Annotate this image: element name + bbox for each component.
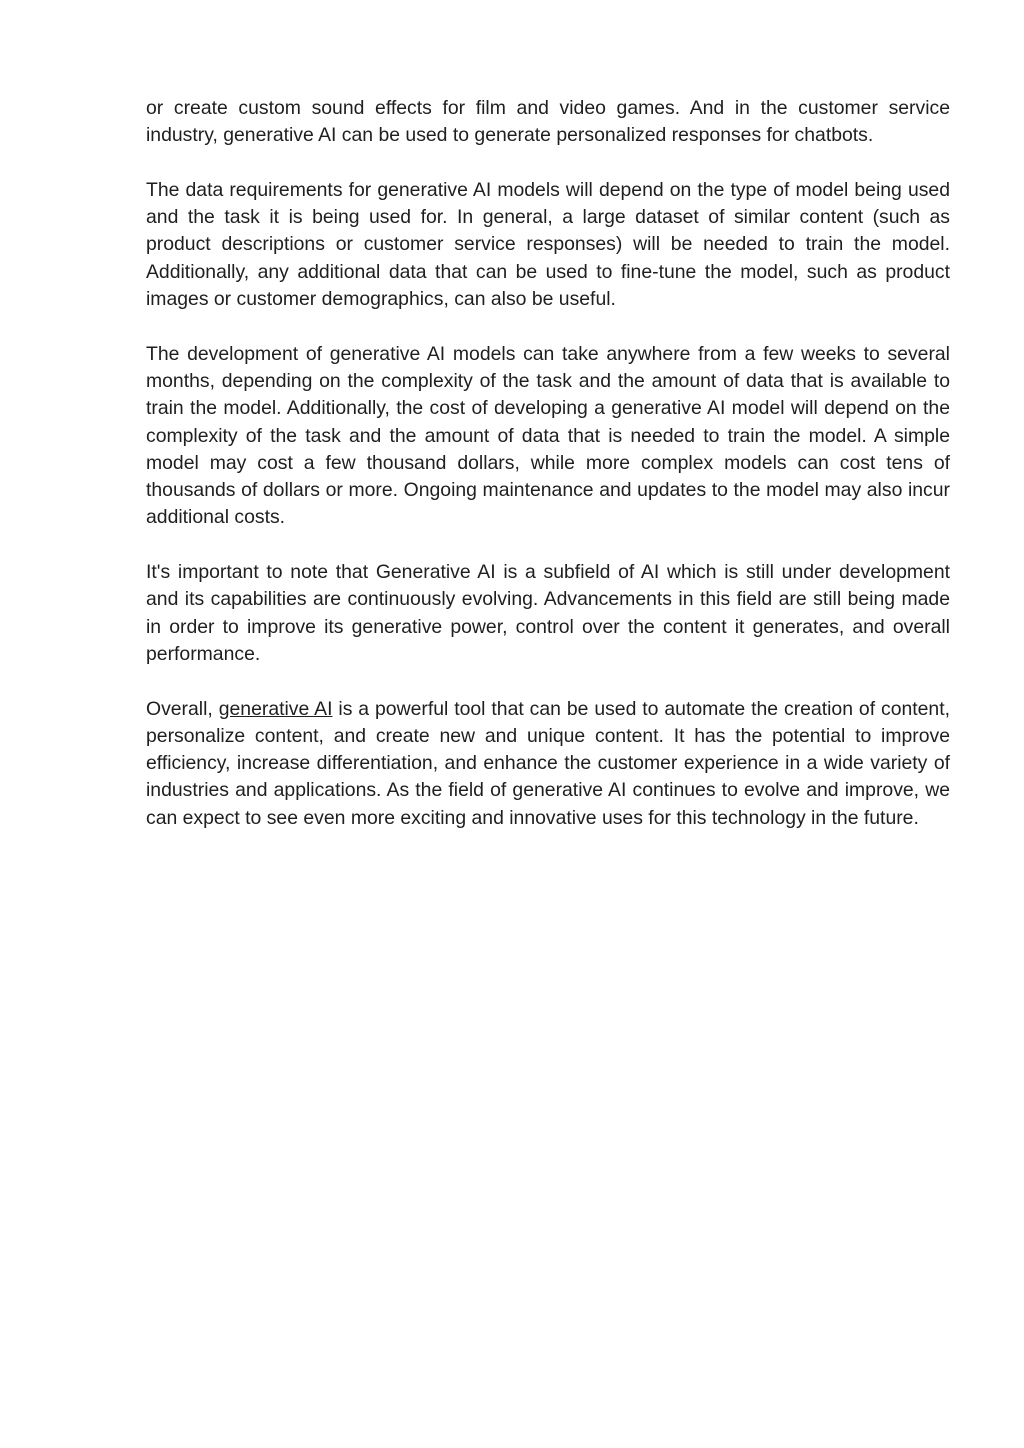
paragraph-conclusion: [146, 696, 950, 832]
conclusion-lead-text: Overall,: [146, 697, 219, 720]
paragraph-development-cost: The development of generative AI models can take anywhere from a few weeks to several months, depending on the complexity of the task and the amount of data that is available to train the model. Additionally, the cost of developing a generative AI model will depend on the complexity of the task and the amount of data that is needed to train the model. A simple model may cost a few thousand dollars, while more complex models can cost tens of thousands of dollars or more. Ongoing maintenance and updates to the model may also incur additional costs.: [146, 342, 950, 529]
conclusion-body-text: is a powerful tool that can be used to automate the creation of content, personalize content, and create new and unique content. It has the potential to improve efficiency, increase differentiation, and enhance the customer experience in a wide variety of industries and applications. As the field of generative AI continues to evolve and improve, we can expect to see even more exciting and innovative uses for this technology in the future.: [146, 697, 950, 829]
paragraph-data-requirements: The data requirements for generative AI models will depend on the type of model being used and the task it is being used for. In general, a large dataset of similar content (such as product descriptions or customer service responses) will be needed to train the model. Additionally, any additional data that can be used to fine-tune the model, such as product images or customer demographics, can also be useful.: [146, 178, 950, 311]
paragraph-subfield-note: It's important to note that Generative AI is a subfield of AI which is still under development and its capabilities are continuously evolving. Advancements in this field are still being made in order to improve its generative power, control over the content it generates, and overall performance.: [146, 561, 950, 665]
generative-ai-link[interactable]: generative AI: [218, 697, 333, 720]
paragraph-sound-effects: or create custom sound effects for film and video games. And in the customer service industry, generative AI can be used to generate personalized responses for chatbots.: [146, 97, 950, 147]
document-body: [146, 95, 950, 859]
